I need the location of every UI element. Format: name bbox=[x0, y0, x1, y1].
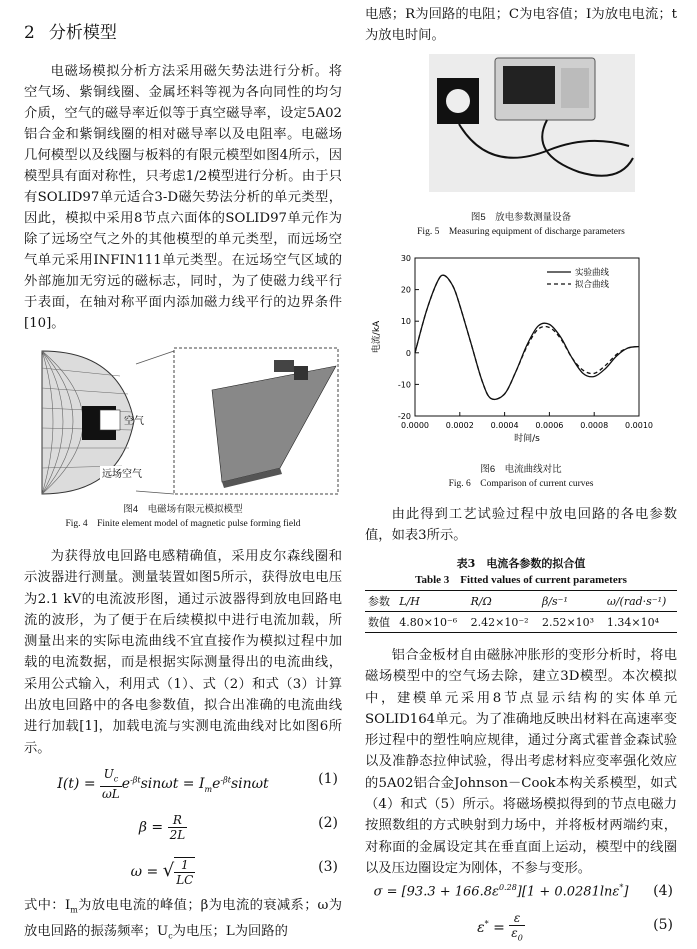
equation-2-number: (2) bbox=[318, 814, 338, 831]
equation-2: β = $\frac{R}{2L}$ (2) bbox=[138, 812, 338, 842]
section-number: 2 bbox=[24, 23, 35, 43]
y-tick-label: 30 bbox=[400, 254, 411, 263]
body-paragraph-2: 为获得放电回路电感精确值，采用皮尔森线圈和示波器进行测量。测量装置如图5所示，获得放电电压为2.1 kV的电流波形图，通过示波器得到放电回路电流的波形，为了便于在后续模拟中进行电流加载，所测量出来的实际电流曲线不宜直接作为模拟过程中加载的电流数据，而是根据实际测量得出的电流曲线，采用公式输入，利用式（1）、式（2）和式（3）计算出放电回路中的各电参数值，拟合出准确的电流曲线进行加载[1]，加载电流与实测电流曲线对比如图6所示。 bbox=[24, 549, 342, 756]
table3-title-en: Table 3 Fitted values of current parameters bbox=[415, 574, 627, 586]
fig5-photo bbox=[429, 54, 635, 192]
zoom-arrow-bottom bbox=[136, 491, 174, 494]
measuring-equipment-photo bbox=[429, 54, 635, 192]
section-heading bbox=[24, 18, 342, 43]
where-paragraph: 式中：$I_m$为放电电流的峰值；β为电流的衰减系；ω为放电回路的振荡频率；$U_c$为电压；L为回路的 bbox=[24, 897, 342, 941]
zoom-arrow-top bbox=[136, 351, 174, 364]
x-tick-label: 0.0010 bbox=[625, 421, 653, 430]
equation-5-number: (5) bbox=[653, 917, 673, 934]
series-line-1 bbox=[415, 275, 639, 399]
y-tick-label: 20 bbox=[400, 285, 411, 295]
x-tick-label: 0.0004 bbox=[490, 421, 519, 430]
current-comparison-chart bbox=[365, 250, 677, 458]
fig6-caption-cn: 图6 电流曲线对比 bbox=[480, 464, 562, 475]
fig5-caption-en: Fig. 5 Measuring equipment of discharge parameters bbox=[417, 227, 625, 237]
fig6-caption-en: Fig. 6 Comparison of current curves bbox=[448, 479, 594, 489]
oscilloscope bbox=[495, 58, 595, 120]
fig5-caption-cn: 图5 放电参数测量设备 bbox=[470, 212, 572, 223]
label-far-air: 远场空气 bbox=[102, 469, 142, 480]
x-tick-label: 0.0002 bbox=[445, 421, 474, 430]
right-column bbox=[365, 4, 677, 949]
section-title: 分析模型 bbox=[48, 23, 117, 43]
x-axis-label: 时间/s bbox=[514, 434, 540, 444]
table-header-row: 参数 L/H R/Ω β/s⁻¹ ω/(rad·s⁻¹) bbox=[365, 591, 677, 612]
x-tick-label: 0.0008 bbox=[580, 421, 609, 430]
y-tick-label: 10 bbox=[400, 317, 411, 327]
equation-5: ε* = $\frac{\varepsilon}{\varepsilon_0}$ (5) bbox=[477, 911, 673, 943]
y-tick-label: 0 bbox=[405, 348, 411, 358]
table-3 bbox=[365, 590, 677, 633]
y-tick-label: -10 bbox=[397, 380, 411, 390]
plate-mesh bbox=[212, 366, 336, 488]
series-line-2 bbox=[415, 275, 639, 399]
equation-4-number: (4) bbox=[653, 883, 673, 900]
x-tick-label: 0.0000 bbox=[401, 421, 429, 430]
pearson-coil bbox=[437, 78, 479, 124]
right-paragraph-2: 铝合金板材自由磁脉冲胀形的变形分析时，将电磁场模型中的空气场去除，建立3D模型。本次模拟中，建模单元采用8节点显示结构的实体单元SOLID164单元。为了准确地反映出材料在高速率变形过程中的塑性响应规律，通过分离式霍普金森试验以及准静态拉伸试验，得出考虑材料应变率强化效应的5A02铝合金Johnson－Cook本构关系模型，如式（4）和式（5）所示。将磁场模拟得到的节点电磁力按照数组的方式映射到力场中，并将板材两端约束，对称面的金属设定其在垂直面上运动，模型中的线圈以及压边圈设定为刚体，不参与变形。 bbox=[365, 648, 677, 876]
equation-3-number: (3) bbox=[318, 858, 338, 875]
left-column bbox=[24, 18, 342, 946]
legend-label: 实验曲线 bbox=[575, 268, 610, 278]
fig4-caption-cn: 图4 电磁场有限元模拟模型 bbox=[123, 504, 243, 515]
x-tick-label: 0.0006 bbox=[535, 421, 564, 430]
equation-4: $\sigma = [93.3 + 166.8\varepsilon^{0.28}][1 + 0.0281\ln\varepsilon^*]$ (4) bbox=[373, 883, 673, 900]
equation-3: ω = √ $\frac{1}{LC}$ (3) bbox=[130, 857, 338, 887]
y-axis-label: 电流/kA bbox=[372, 320, 382, 354]
y-tick-label: -20 bbox=[397, 412, 411, 421]
legend-label: 拟合曲线 bbox=[575, 280, 610, 290]
table3-title-cn: 表3 电流各参数的拟合值 bbox=[456, 557, 586, 570]
body-paragraph: 电磁场模拟分析方法采用磁矢势法进行分析。将空气场、紫铜线圈、金属坯料等视为各向同性的均匀介质，空气的磁导率近似等于真空磁导率，设定5A02铝合金和紫铜线圈的相对磁导率以及电阻率。电磁场几何模型以及线圈与板料的有限元模型如图4所示，因模型具有面对称性，只考虑1/2模型进行分析。由于只有SOLID97单元适合3-D磁矢势法分析的单元类型，因此，模拟中采用8节点六面体的SOLID97单元作为除了远场空气之外的其他模型的单元类型，而远场空气单元采用INFIN111单元类型。在远场空气区域的外部施加无穷远的磁标志，同时，为了使磁力线平行于表面，在轴对称平面内添加磁力线平行的边界条件[10]。 bbox=[24, 64, 342, 331]
right-paragraph-1: 由此得到工艺试验过程中放电回路的各电参数值，如表3所示。 bbox=[365, 507, 677, 543]
figure-4 bbox=[24, 346, 342, 496]
label-air: 空气 bbox=[124, 416, 144, 427]
right-top-text: 电感；R为回路的电阻；C为电容值；I为放电电流；t为放电时间。 bbox=[365, 7, 677, 43]
fe-model-illustration bbox=[24, 346, 342, 496]
equation-1-number: (1) bbox=[318, 770, 338, 787]
table-row: 数值 4.80×10⁻⁶ 2.42×10⁻² 2.52×10³ 1.34×10⁴ bbox=[365, 612, 677, 633]
equation-1: I(t) = $\frac{U_c}{\omega L}$ $e^{-\beta t}\sin\omega t = I_me^{-\beta t}\sin\omega t$ (1) bbox=[57, 766, 338, 802]
fig4-caption-en: Fig. 4 Finite element model of magnetic pulse forming field bbox=[65, 519, 301, 529]
